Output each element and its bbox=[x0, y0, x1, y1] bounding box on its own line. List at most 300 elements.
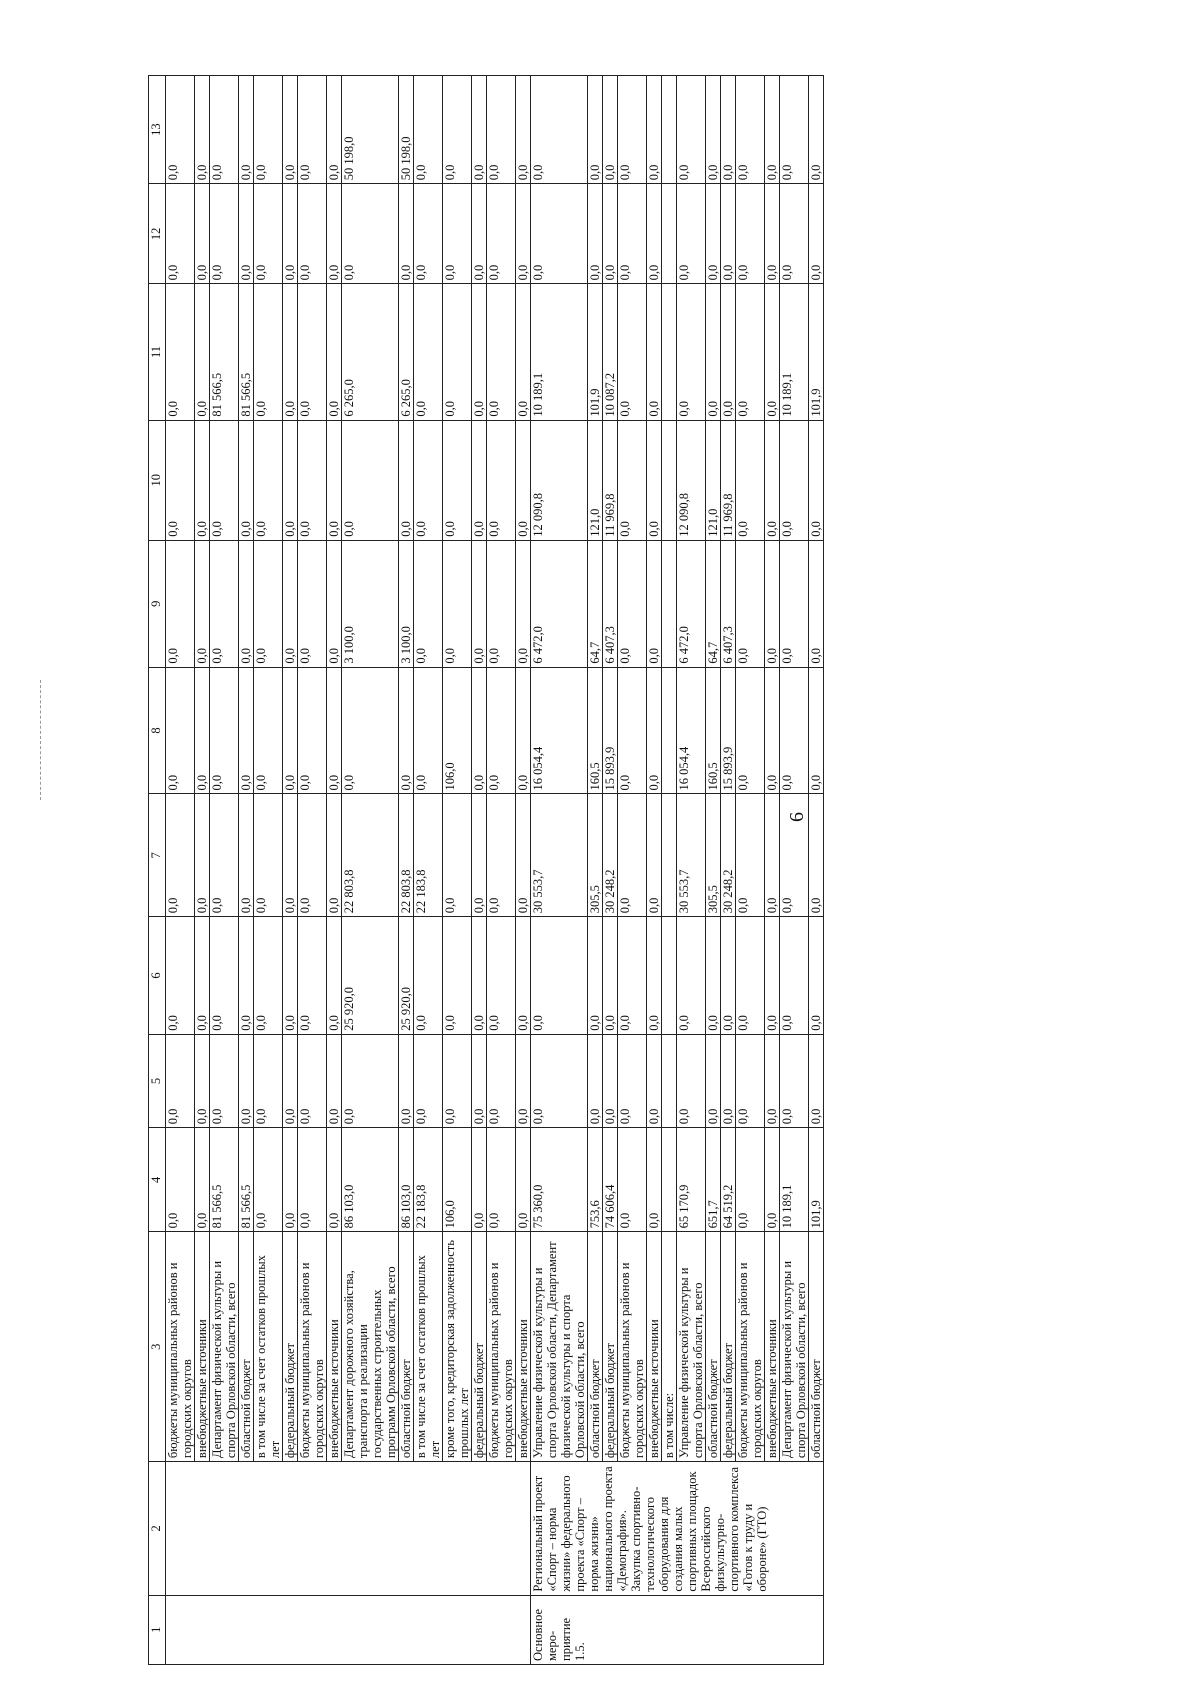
value-cell: 0,0 bbox=[414, 1034, 443, 1127]
value-cell: 0,0 bbox=[414, 540, 443, 667]
value-cell: 0,0 bbox=[736, 184, 765, 284]
value-cell: 64,7 bbox=[588, 540, 603, 667]
project-cell bbox=[166, 1462, 531, 1596]
value-cell: 0,0 bbox=[399, 1034, 414, 1127]
value-cell: 0,0 bbox=[414, 667, 443, 794]
value-cell: 106,0 bbox=[443, 667, 472, 794]
value-cell: 0,0 bbox=[487, 184, 516, 284]
value-cell: 0,0 bbox=[809, 667, 824, 794]
column-header: 5 bbox=[149, 1034, 166, 1127]
source-cell: Управление физической культуры и спорта Орловской области, Департамент физической культуры и спорта Орловской области, всего bbox=[531, 1232, 588, 1462]
value-cell: 0,0 bbox=[166, 540, 195, 667]
value-cell: 106,0 bbox=[443, 1128, 472, 1232]
table-row bbox=[414, 76, 443, 1665]
value-cell: 0,0 bbox=[706, 184, 721, 284]
source-cell: кроме того, кредиторская задолженность прошлых лет bbox=[443, 1232, 472, 1462]
value-cell: 0,0 bbox=[647, 1034, 662, 1127]
value-cell: 0,0 bbox=[472, 184, 487, 284]
value-cell: 0,0 bbox=[414, 420, 443, 540]
value-cell: 0,0 bbox=[809, 76, 824, 184]
value-cell: 0,0 bbox=[298, 420, 327, 540]
value-cell: 15 893,9 bbox=[721, 667, 736, 794]
value-cell: 0,0 bbox=[195, 667, 210, 794]
value-cell: 0,0 bbox=[618, 1128, 647, 1232]
value-cell: 160,5 bbox=[588, 667, 603, 794]
value-cell: 305,5 bbox=[706, 794, 721, 917]
value-cell: 0,0 bbox=[647, 420, 662, 540]
value-cell: 0,0 bbox=[487, 284, 516, 420]
table-row bbox=[166, 76, 195, 1665]
value-cell: 0,0 bbox=[736, 917, 765, 1035]
value-cell: 0,0 bbox=[487, 794, 516, 917]
value-cell: 0,0 bbox=[765, 1128, 780, 1232]
table-row bbox=[283, 76, 298, 1665]
value-cell: 0,0 bbox=[721, 1034, 736, 1127]
value-cell: 0,0 bbox=[414, 284, 443, 420]
value-cell: 6 407,3 bbox=[721, 540, 736, 667]
value-cell: 86 103,0 bbox=[399, 1128, 414, 1232]
value-cell: 0,0 bbox=[780, 667, 809, 794]
page-number: 6 bbox=[786, 812, 808, 822]
value-cell: 0,0 bbox=[254, 76, 283, 184]
value-cell: 0,0 bbox=[487, 1034, 516, 1127]
table-row bbox=[472, 76, 487, 1665]
value-cell: 0,0 bbox=[809, 794, 824, 917]
value-cell: 0,0 bbox=[765, 184, 780, 284]
value-cell: 0,0 bbox=[210, 76, 239, 184]
value-cell: 0,0 bbox=[210, 184, 239, 284]
source-cell: федеральный бюджет bbox=[472, 1232, 487, 1462]
value-cell: 0,0 bbox=[254, 184, 283, 284]
table-row bbox=[531, 76, 588, 1665]
value-cell: 0,0 bbox=[342, 420, 399, 540]
value-cell bbox=[662, 667, 677, 794]
column-header: 13 bbox=[149, 76, 166, 184]
value-cell: 0,0 bbox=[166, 1034, 195, 1127]
value-cell: 753,6 bbox=[588, 1128, 603, 1232]
value-cell: 0,0 bbox=[166, 917, 195, 1035]
value-cell: 0,0 bbox=[588, 184, 603, 284]
value-cell: 0,0 bbox=[603, 76, 618, 184]
activity-cell: Основное меро-приятие 1.5. bbox=[531, 1595, 824, 1664]
value-cell: 0,0 bbox=[283, 794, 298, 917]
value-cell: 121,0 bbox=[588, 420, 603, 540]
value-cell: 0,0 bbox=[166, 794, 195, 917]
value-cell: 81 566,5 bbox=[210, 284, 239, 420]
value-cell: 10 189,1 bbox=[780, 1128, 809, 1232]
value-cell: 10 087,2 bbox=[603, 284, 618, 420]
value-cell: 81 566,5 bbox=[239, 284, 254, 420]
value-cell: 64 519,2 bbox=[721, 1128, 736, 1232]
value-cell: 81 566,5 bbox=[239, 1128, 254, 1232]
value-cell: 0,0 bbox=[298, 540, 327, 667]
value-cell: 0,0 bbox=[239, 184, 254, 284]
value-cell: 0,0 bbox=[283, 284, 298, 420]
value-cell: 0,0 bbox=[195, 184, 210, 284]
value-cell: 25 920,0 bbox=[342, 917, 399, 1035]
value-cell: 0,0 bbox=[443, 1034, 472, 1127]
value-cell: 0,0 bbox=[487, 420, 516, 540]
value-cell: 0,0 bbox=[706, 284, 721, 420]
value-cell: 0,0 bbox=[298, 667, 327, 794]
value-cell: 0,0 bbox=[298, 76, 327, 184]
value-cell: 0,0 bbox=[780, 420, 809, 540]
table-row bbox=[765, 76, 780, 1665]
value-cell: 0,0 bbox=[239, 917, 254, 1035]
value-cell: 0,0 bbox=[780, 76, 809, 184]
value-cell: 22 803,8 bbox=[399, 794, 414, 917]
source-cell: областной бюджет bbox=[588, 1232, 603, 1462]
value-cell: 0,0 bbox=[298, 794, 327, 917]
value-cell: 121,0 bbox=[706, 420, 721, 540]
value-cell: 0,0 bbox=[647, 794, 662, 917]
value-cell: 0,0 bbox=[254, 420, 283, 540]
value-cell: 0,0 bbox=[327, 1034, 342, 1127]
binding-holes bbox=[40, 680, 43, 800]
value-cell: 0,0 bbox=[647, 184, 662, 284]
value-cell: 0,0 bbox=[516, 1034, 531, 1127]
value-cell: 22 183,8 bbox=[414, 794, 443, 917]
value-cell: 12 090,8 bbox=[531, 420, 588, 540]
value-cell: 0,0 bbox=[721, 184, 736, 284]
source-cell: федеральный бюджет bbox=[283, 1232, 298, 1462]
value-cell: 305,5 bbox=[588, 794, 603, 917]
value-cell: 6 407,3 bbox=[603, 540, 618, 667]
value-cell: 0,0 bbox=[399, 667, 414, 794]
value-cell: 0,0 bbox=[736, 284, 765, 420]
source-cell: бюджеты муниципальных районов и городских округов bbox=[736, 1232, 765, 1462]
value-cell: 0,0 bbox=[765, 1034, 780, 1127]
value-cell: 10 189,1 bbox=[531, 284, 588, 420]
value-cell: 81 566,5 bbox=[210, 1128, 239, 1232]
value-cell: 6 472,0 bbox=[531, 540, 588, 667]
value-cell: 0,0 bbox=[765, 540, 780, 667]
value-cell bbox=[662, 420, 677, 540]
column-header: 4 bbox=[149, 1128, 166, 1232]
value-cell: 0,0 bbox=[239, 667, 254, 794]
value-cell: 0,0 bbox=[809, 420, 824, 540]
value-cell: 0,0 bbox=[780, 540, 809, 667]
value-cell: 0,0 bbox=[399, 420, 414, 540]
value-cell: 0,0 bbox=[780, 1034, 809, 1127]
value-cell: 0,0 bbox=[765, 284, 780, 420]
budget-table bbox=[148, 75, 824, 1665]
table-row bbox=[254, 76, 283, 1665]
source-cell: Департамент физической культуры и спорта Орловской области, всего bbox=[210, 1232, 239, 1462]
value-cell: 0,0 bbox=[736, 420, 765, 540]
header-row bbox=[149, 76, 166, 1665]
table-row bbox=[809, 76, 824, 1665]
value-cell: 0,0 bbox=[342, 184, 399, 284]
value-cell: 0,0 bbox=[765, 76, 780, 184]
value-cell: 0,0 bbox=[487, 1128, 516, 1232]
value-cell: 64,7 bbox=[706, 540, 721, 667]
value-cell: 0,0 bbox=[618, 917, 647, 1035]
value-cell: 0,0 bbox=[443, 540, 472, 667]
value-cell: 0,0 bbox=[618, 76, 647, 184]
value-cell: 0,0 bbox=[443, 284, 472, 420]
value-cell: 0,0 bbox=[603, 184, 618, 284]
value-cell: 0,0 bbox=[780, 917, 809, 1035]
value-cell: 0,0 bbox=[809, 184, 824, 284]
value-cell: 12 090,8 bbox=[677, 420, 706, 540]
value-cell: 0,0 bbox=[283, 1128, 298, 1232]
table-row bbox=[298, 76, 327, 1665]
value-cell: 0,0 bbox=[603, 1034, 618, 1127]
table-row bbox=[327, 76, 342, 1665]
value-cell: 11 969,8 bbox=[603, 420, 618, 540]
value-cell: 0,0 bbox=[166, 667, 195, 794]
value-cell: 0,0 bbox=[677, 1034, 706, 1127]
value-cell: 0,0 bbox=[443, 184, 472, 284]
value-cell: 651,7 bbox=[706, 1128, 721, 1232]
value-cell: 0,0 bbox=[443, 420, 472, 540]
value-cell: 0,0 bbox=[342, 1034, 399, 1127]
value-cell: 0,0 bbox=[677, 76, 706, 184]
value-cell bbox=[662, 1128, 677, 1232]
value-cell: 0,0 bbox=[647, 1128, 662, 1232]
value-cell: 0,0 bbox=[254, 1034, 283, 1127]
source-cell: федеральный бюджет bbox=[721, 1232, 736, 1462]
value-cell: 101,9 bbox=[809, 284, 824, 420]
value-cell bbox=[662, 794, 677, 917]
value-cell: 0,0 bbox=[618, 794, 647, 917]
value-cell: 0,0 bbox=[780, 184, 809, 284]
value-cell: 0,0 bbox=[327, 794, 342, 917]
source-cell: внебюджетные источники bbox=[516, 1232, 531, 1462]
value-cell: 0,0 bbox=[647, 540, 662, 667]
table-row bbox=[677, 76, 706, 1665]
value-cell: 0,0 bbox=[254, 667, 283, 794]
value-cell: 0,0 bbox=[210, 420, 239, 540]
value-cell: 0,0 bbox=[254, 540, 283, 667]
source-cell: Управление физической культуры и спорта Орловской области, всего bbox=[677, 1232, 706, 1462]
column-header: 3 bbox=[149, 1232, 166, 1462]
value-cell: 0,0 bbox=[298, 1128, 327, 1232]
value-cell: 30 248,2 bbox=[721, 794, 736, 917]
value-cell: 15 893,9 bbox=[603, 667, 618, 794]
value-cell: 0,0 bbox=[195, 1034, 210, 1127]
value-cell: 22 183,8 bbox=[414, 1128, 443, 1232]
value-cell: 0,0 bbox=[327, 540, 342, 667]
value-cell: 0,0 bbox=[298, 917, 327, 1035]
value-cell: 0,0 bbox=[254, 284, 283, 420]
value-cell: 0,0 bbox=[195, 1128, 210, 1232]
value-cell: 160,5 bbox=[706, 667, 721, 794]
table-row bbox=[516, 76, 531, 1665]
activity-cell bbox=[166, 1595, 531, 1664]
value-cell: 0,0 bbox=[603, 917, 618, 1035]
value-cell: 0,0 bbox=[195, 284, 210, 420]
value-cell: 0,0 bbox=[472, 284, 487, 420]
value-cell: 0,0 bbox=[516, 794, 531, 917]
value-cell: 0,0 bbox=[677, 284, 706, 420]
value-cell: 0,0 bbox=[516, 667, 531, 794]
column-header: 10 bbox=[149, 420, 166, 540]
value-cell: 0,0 bbox=[721, 76, 736, 184]
value-cell: 0,0 bbox=[399, 184, 414, 284]
value-cell: 0,0 bbox=[283, 540, 298, 667]
value-cell: 0,0 bbox=[618, 184, 647, 284]
value-cell: 0,0 bbox=[765, 420, 780, 540]
value-cell: 30 553,7 bbox=[677, 794, 706, 917]
value-cell: 10 189,1 bbox=[780, 284, 809, 420]
value-cell: 0,0 bbox=[166, 76, 195, 184]
value-cell: 0,0 bbox=[516, 420, 531, 540]
value-cell: 22 803,8 bbox=[342, 794, 399, 917]
value-cell: 0,0 bbox=[342, 667, 399, 794]
table-row bbox=[647, 76, 662, 1665]
value-cell: 0,0 bbox=[516, 284, 531, 420]
value-cell: 0,0 bbox=[239, 76, 254, 184]
value-cell: 0,0 bbox=[588, 1034, 603, 1127]
table-row bbox=[342, 76, 399, 1665]
table-row bbox=[443, 76, 472, 1665]
value-cell: 0,0 bbox=[210, 1034, 239, 1127]
value-cell: 25 920,0 bbox=[399, 917, 414, 1035]
value-cell: 0,0 bbox=[239, 420, 254, 540]
value-cell: 0,0 bbox=[472, 794, 487, 917]
value-cell: 0,0 bbox=[736, 1128, 765, 1232]
value-cell: 0,0 bbox=[166, 1128, 195, 1232]
value-cell: 0,0 bbox=[283, 420, 298, 540]
value-cell: 0,0 bbox=[516, 184, 531, 284]
table-row bbox=[618, 76, 647, 1665]
value-cell: 0,0 bbox=[472, 667, 487, 794]
value-cell: 0,0 bbox=[780, 794, 809, 917]
table-row bbox=[487, 76, 516, 1665]
column-header: 12 bbox=[149, 184, 166, 284]
value-cell: 0,0 bbox=[327, 420, 342, 540]
value-cell: 0,0 bbox=[472, 76, 487, 184]
value-cell: 0,0 bbox=[166, 284, 195, 420]
value-cell: 0,0 bbox=[195, 794, 210, 917]
value-cell: 0,0 bbox=[283, 667, 298, 794]
value-cell: 0,0 bbox=[736, 1034, 765, 1127]
value-cell: 0,0 bbox=[254, 917, 283, 1035]
value-cell: 0,0 bbox=[647, 284, 662, 420]
column-header: 8 bbox=[149, 667, 166, 794]
table-row bbox=[210, 76, 239, 1665]
source-cell: областной бюджет bbox=[239, 1232, 254, 1462]
value-cell: 0,0 bbox=[195, 76, 210, 184]
value-cell: 50 198,0 bbox=[399, 76, 414, 184]
table-row bbox=[662, 76, 677, 1665]
value-cell: 0,0 bbox=[327, 184, 342, 284]
value-cell: 0,0 bbox=[298, 184, 327, 284]
value-cell: 0,0 bbox=[327, 1128, 342, 1232]
source-cell: в том числе за счет остатков прошлых лет bbox=[414, 1232, 443, 1462]
value-cell: 0,0 bbox=[210, 917, 239, 1035]
value-cell: 0,0 bbox=[721, 284, 736, 420]
source-cell: бюджеты муниципальных районов и городских округов bbox=[487, 1232, 516, 1462]
value-cell: 0,0 bbox=[516, 917, 531, 1035]
source-cell: областной бюджет bbox=[399, 1232, 414, 1462]
value-cell: 0,0 bbox=[618, 284, 647, 420]
value-cell: 0,0 bbox=[210, 667, 239, 794]
source-cell: бюджеты муниципальных районов и городских округов bbox=[618, 1232, 647, 1462]
value-cell: 0,0 bbox=[736, 540, 765, 667]
table-row bbox=[706, 76, 721, 1665]
column-header: 7 bbox=[149, 794, 166, 917]
value-cell: 0,0 bbox=[283, 184, 298, 284]
value-cell: 0,0 bbox=[414, 76, 443, 184]
value-cell: 0,0 bbox=[472, 540, 487, 667]
value-cell: 0,0 bbox=[472, 1034, 487, 1127]
value-cell: 0,0 bbox=[239, 540, 254, 667]
value-cell: 0,0 bbox=[531, 184, 588, 284]
value-cell: 0,0 bbox=[327, 667, 342, 794]
value-cell bbox=[662, 917, 677, 1035]
value-cell: 0,0 bbox=[531, 1034, 588, 1127]
value-cell: 0,0 bbox=[706, 76, 721, 184]
source-cell: в том числе: bbox=[662, 1232, 677, 1462]
value-cell: 0,0 bbox=[487, 540, 516, 667]
value-cell: 6 472,0 bbox=[677, 540, 706, 667]
value-cell: 11 969,8 bbox=[721, 420, 736, 540]
value-cell: 0,0 bbox=[647, 667, 662, 794]
value-cell: 6 265,0 bbox=[399, 284, 414, 420]
value-cell: 0,0 bbox=[765, 917, 780, 1035]
value-cell: 0,0 bbox=[516, 76, 531, 184]
value-cell: 0,0 bbox=[239, 1034, 254, 1127]
value-cell: 0,0 bbox=[254, 794, 283, 917]
table-row bbox=[736, 76, 765, 1665]
value-cell: 0,0 bbox=[809, 540, 824, 667]
value-cell bbox=[662, 76, 677, 184]
value-cell: 0,0 bbox=[210, 794, 239, 917]
column-header: 2 bbox=[149, 1462, 166, 1596]
value-cell: 0,0 bbox=[516, 540, 531, 667]
value-cell: 0,0 bbox=[239, 794, 254, 917]
value-cell: 0,0 bbox=[531, 917, 588, 1035]
value-cell: 0,0 bbox=[765, 794, 780, 917]
value-cell: 3 100,0 bbox=[342, 540, 399, 667]
value-cell: 0,0 bbox=[647, 917, 662, 1035]
value-cell: 0,0 bbox=[472, 1128, 487, 1232]
value-cell: 0,0 bbox=[487, 917, 516, 1035]
value-cell: 0,0 bbox=[195, 917, 210, 1035]
value-cell: 0,0 bbox=[618, 667, 647, 794]
value-cell: 0,0 bbox=[166, 184, 195, 284]
value-cell: 0,0 bbox=[443, 76, 472, 184]
value-cell: 0,0 bbox=[706, 1034, 721, 1127]
column-header: 1 bbox=[149, 1595, 166, 1664]
column-header: 11 bbox=[149, 284, 166, 420]
value-cell: 65 170,9 bbox=[677, 1128, 706, 1232]
value-cell: 0,0 bbox=[443, 794, 472, 917]
value-cell: 0,0 bbox=[195, 540, 210, 667]
value-cell: 86 103,0 bbox=[342, 1128, 399, 1232]
value-cell: 0,0 bbox=[283, 917, 298, 1035]
value-cell: 0,0 bbox=[618, 420, 647, 540]
value-cell: 6 265,0 bbox=[342, 284, 399, 420]
value-cell: 74 606,4 bbox=[603, 1128, 618, 1232]
table-row bbox=[399, 76, 414, 1665]
value-cell: 0,0 bbox=[677, 184, 706, 284]
value-cell: 0,0 bbox=[472, 420, 487, 540]
value-cell: 101,9 bbox=[809, 1128, 824, 1232]
value-cell bbox=[662, 284, 677, 420]
value-cell: 0,0 bbox=[736, 667, 765, 794]
value-cell: 0,0 bbox=[283, 76, 298, 184]
value-cell: 0,0 bbox=[414, 184, 443, 284]
value-cell: 30 248,2 bbox=[603, 794, 618, 917]
table-row bbox=[603, 76, 618, 1665]
value-cell: 0,0 bbox=[721, 917, 736, 1035]
table-body bbox=[166, 76, 824, 1665]
value-cell: 16 054,4 bbox=[677, 667, 706, 794]
